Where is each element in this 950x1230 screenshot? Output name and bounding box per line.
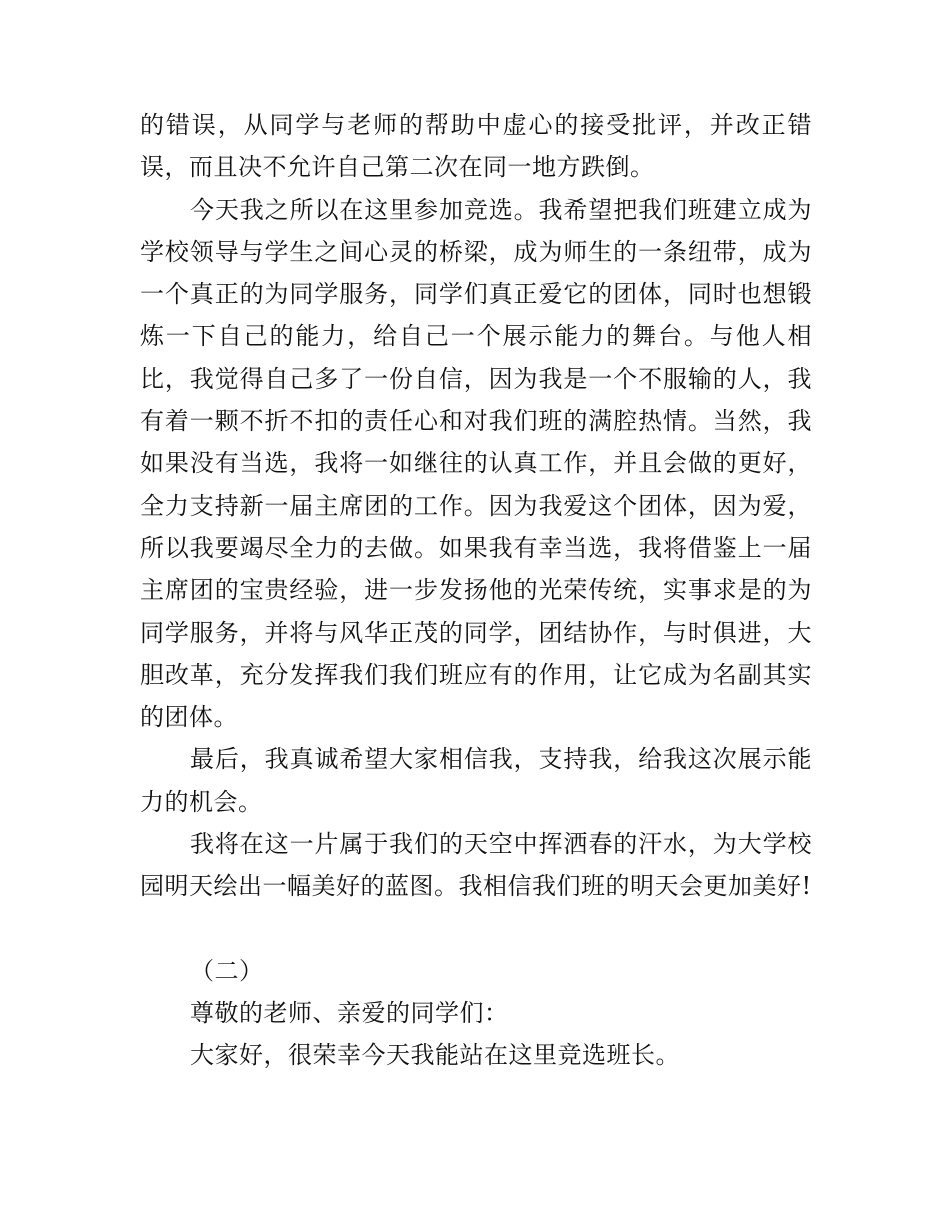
paragraph-closing-request: 最后，我真诚希望大家相信我，支持我，给我这次展示能力的机会。 xyxy=(140,745,812,816)
paragraph-closing-vision: 我将在这一片属于我们的天空中挥洒春的汗水，为大学校园明天绘出一幅美好的蓝图。我相信我们班的明天会更加美好! xyxy=(140,830,812,901)
document-body xyxy=(140,104,812,1077)
paragraph-continuation: 的错误，从同学与老师的帮助中虚心的接受批评，并改正错误，而且决不允许自己第二次在同一地方跌倒。 xyxy=(140,111,812,182)
section-marker: （二） xyxy=(190,956,264,985)
section-gap xyxy=(140,908,812,950)
salutation: 尊敬的老师、亲爱的同学们： xyxy=(190,998,509,1027)
paragraph-campaign-reason: 今天我之所以在这里参加竞选。我希望把我们班建立成为学校领导与学生之间心灵的桥梁，成为师生的一条纽带，成为一个真正的为同学服务，同学们真正爱它的团体，同时也想锻炼一下自己的能力，给自己一个展示能力的舞台。与他人相比，我觉得自己多了一份自信，因为我是一个不服输的人，我有着一颗不折不扣的责任心和对我们班的满腔热情。当然，我如果没有当选，我将一如继往的认真工作，并且会做的更好，全力支持新一届主席团的工作。因为我爱这个团体，因为爱，所以我要竭尽全力的去做。如果我有幸当选，我将借鉴上一届主席团的宝贵经验，进一步发扬他的光荣传统，实事求是的为同学服务，并将与风华正茂的同学，团结协作，与时俱进，大胆改革，充分发挥我们我们班应有的作用，让它成为名副其实的团体。 xyxy=(140,195,812,732)
greeting: 大家好，很荣幸今天我能站在这里竞选班长。 xyxy=(190,1041,680,1070)
